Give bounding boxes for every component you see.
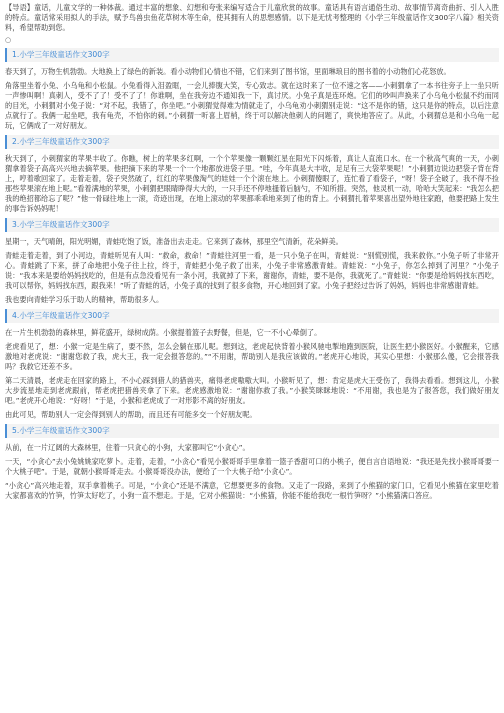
article-section [5, 48, 499, 131]
section-paragraph: “小贪心”高兴地走着，双手拿着桃子。可是，“小贪心”还是不满意，它想要更多的食物。又走了一段路，来到了小熊猫的家门口，它看见小熊猫在家里吃着大家都喜欢的竹笋，竹笋太好吃了，小狗一直不想走。于是，它对小熊猫说：“小熊猫，你能不能给我吃一根竹笋呀？”小熊猫满口答应。 [5, 481, 499, 500]
section-paragraph: 一天，“小贪心”去小兔姚姚家吃萝卜。走着，走着，“小贪心”看见小猴哥哥手里拿着一篮子香甜可口的小桃子，便自言自语地说：“我还是先找小猴哥哥要一个大桃子吧”。于是，就朝小猴哥哥走去。小猴哥哥没办法，便给了一个大桃子给“小贪心”。 [5, 457, 499, 476]
article-sections [5, 48, 499, 501]
section-heading: 3.小学三年级童话作文300字 [5, 218, 499, 232]
article-section [5, 218, 499, 305]
section-paragraph: 由此可见，帮助别人一定会得到别人的帮助，而且还有可能多交一个好朋友呢。 [5, 410, 257, 419]
section-heading: 1.小学三年级童话作文300字 [5, 48, 499, 62]
section-paragraph: 秋天到了，小刺猬家的苹果丰收了。你瞧，树上的苹果多红啊，一个个苹果像一颗颗红星在阳光下闪烁着，真让人直流口水。在一个秋高气爽的一天，小刺猬拿着袋子高高兴兴地去摘苹果。他把摘下来的苹果一个一个地都放进袋子里。“哇，今年真是大丰收，足足有三大袋苹果呢！”小刺猬边说边把袋子背在背上，哼着歌回家了。走着走着，袋子突然破了，红红的苹果像淘气的娃娃一个个滚在地上。小刺猬傻眼了，连忙看了看袋子，“呀！袋子全破了，我不得不捡那些苹果滚在地上呢。”看着满地的苹果，小刺猬把眼睛睁得大大的，一只手还不停地搔着后脑勺，不知所措。突然，他灵机一动，哈哈大笑起来：“我怎么把我的绝招都给忘了呢？”他一骨碌往地上一滚，奇迹出现，在地上滚动的苹果都乖乖地来到了他的背上。小刺猬扎着苹果喜出望外地往家跑，他要把路上发生的事告诉妈妈呢！ [5, 154, 499, 213]
article-section [5, 424, 499, 501]
section-paragraph: 老虎看见了，想：小猴一定是生病了，要不然，怎么会躺在那儿呢。想到这，老虎起快背着小猴风驰电掣地跑到医院，让医生把小猴医好。小猴醒来，它感激地对老虎说：“谢谢您救了我，虎大王，我一定会报答您的。”“不用谢，帮助别人是我应该做的。”老虎开心地说，其实心里想：小猴那么傻，它会报答我吗？我救它还差不多。 [5, 342, 499, 371]
section-paragraph: 青蛙走着走着，到了小河边，青蛙听见有人叫：“救命，救命！”青蛙往河里一看，是一只小兔子在叫，青蛙说：“别慌别慌，我来救你。”小兔子听了非常开心。青蛙跳了下来，拼了命地把小兔子往上拉，终于，青蛙把小兔子救了出来，小兔子非常感激青蛙。青蛙说：“小兔子，你怎么掉到了河里？”小兔子说：“我本来是要给妈妈找吃的，但是有点急没看见有一条小河，我就掉了下来，谢谢你，青蛙，要不是你，我就死了。”青蛙说：“你要是给妈妈找东西吃，我可以帮你，妈妈找东西，跟我来！”听了青蛙的话，小兔子真的找到了很多食物，开心地回到了家。小兔子把经过告诉了妈妈，妈妈也非常感谢青蛙。 [5, 251, 499, 290]
article-section [5, 309, 499, 420]
separator-mark: ○ [5, 36, 12, 44]
section-paragraph: 从前，在一片辽阔的大森林里，住着一只贪心的小狗，大家都叫它“小贪心”。 [5, 443, 250, 452]
section-heading: 5.小学三年级童话作文300字 [5, 424, 499, 438]
section-paragraph: 星期一，天气晴朗，阳光明媚，青蛙吃饱了饭，准备出去走走。它来到了森林，那里空气清新，花朵鲜美。 [5, 237, 343, 246]
section-heading: 4.小学三年级童话作文300字 [5, 309, 499, 323]
section-paragraph: 我也要向青蛙学习乐于助人的精神，帮助很多人。 [5, 295, 164, 304]
article-intro: 【导语】童话，儿童文学的一种体裁。通过丰富的想象、幻想和夸张来编写适合于儿童欣赏的故事。童话具有语言通俗生动、故事情节离奇曲折、引人入胜的特点。童话常采用拟人的手法，赋予鸟兽虫鱼花草树木等生命，使其拥有人的思想感情。以下是无忧考整理的《小学三年级童话作文300字八篇》相关资料，希望帮助到您。 [5, 3, 499, 32]
section-paragraph: 角落里坐着小兔、小乌龟和小松鼠。小兔看得入泪盈眶，一会儿捧腹大笑，专心致志。就在这时来了一位不速之客——小刺猬拿了一本书往旁子上一坐只听一声惨叫啊！真刺人，受不了了！受不了了！你谁啊，坐在我旁边不通知我一下，真讨厌。小兔子真是连环炮。它们的吵叫声换来了小乌龟小松鼠不约而同的目光，小刺猬对小兔子说：“对不起，我错了，你坐吧。”小刺猬觉得难为情就走了，小乌龟劝小刺猬别走说：“这不是你的错，这只是你的特点，以后注意点就行了。我俩一起坐吧，我有龟壳，不怕你的刺。”小刺猬一听喜上眉梢，终于可以解决他刺人的问题了，爽快地答应了。从此，小刺猬总是和小乌龟一起玩，它俩成了一对好朋友。 [5, 81, 499, 130]
section-paragraph: 春天到了，万物生机勃勃。大地换上了绿色的新装。看小动物们心情也不错，它们来到了图书馆，里面琳琅目的图书着的小动物们心花怒放。 [5, 67, 451, 76]
section-paragraph: 在一片生机勃勃的森林里，鲜花盛开，绿树成荫。小猴提着篮子去野餐，但是，它一不小心晕倒了。 [5, 328, 322, 337]
section-paragraph: 第二天清晨，老虎走在回家的路上，不小心踩到猎人的猎兽夹，痛得老虎嗷嗷大叫。小猴听见了，想：肯定是虎大王受伤了，我得去看看。想到这儿，小猴大步流星地走到老虎跟前，帮老虎把猎兽夹拿了下来。老虎感激地说：“谢谢你救了我。”小猴笑眯眯地说：“不用谢，我也是为了报答您，我们做好朋友吧。”老虎开心地说：“好呀！”于是，小猴和老虎成了一对形影不离的好朋友。 [5, 376, 499, 405]
article-section [5, 135, 499, 214]
section-heading: 2.小学三年级童话作文300字 [5, 135, 499, 149]
